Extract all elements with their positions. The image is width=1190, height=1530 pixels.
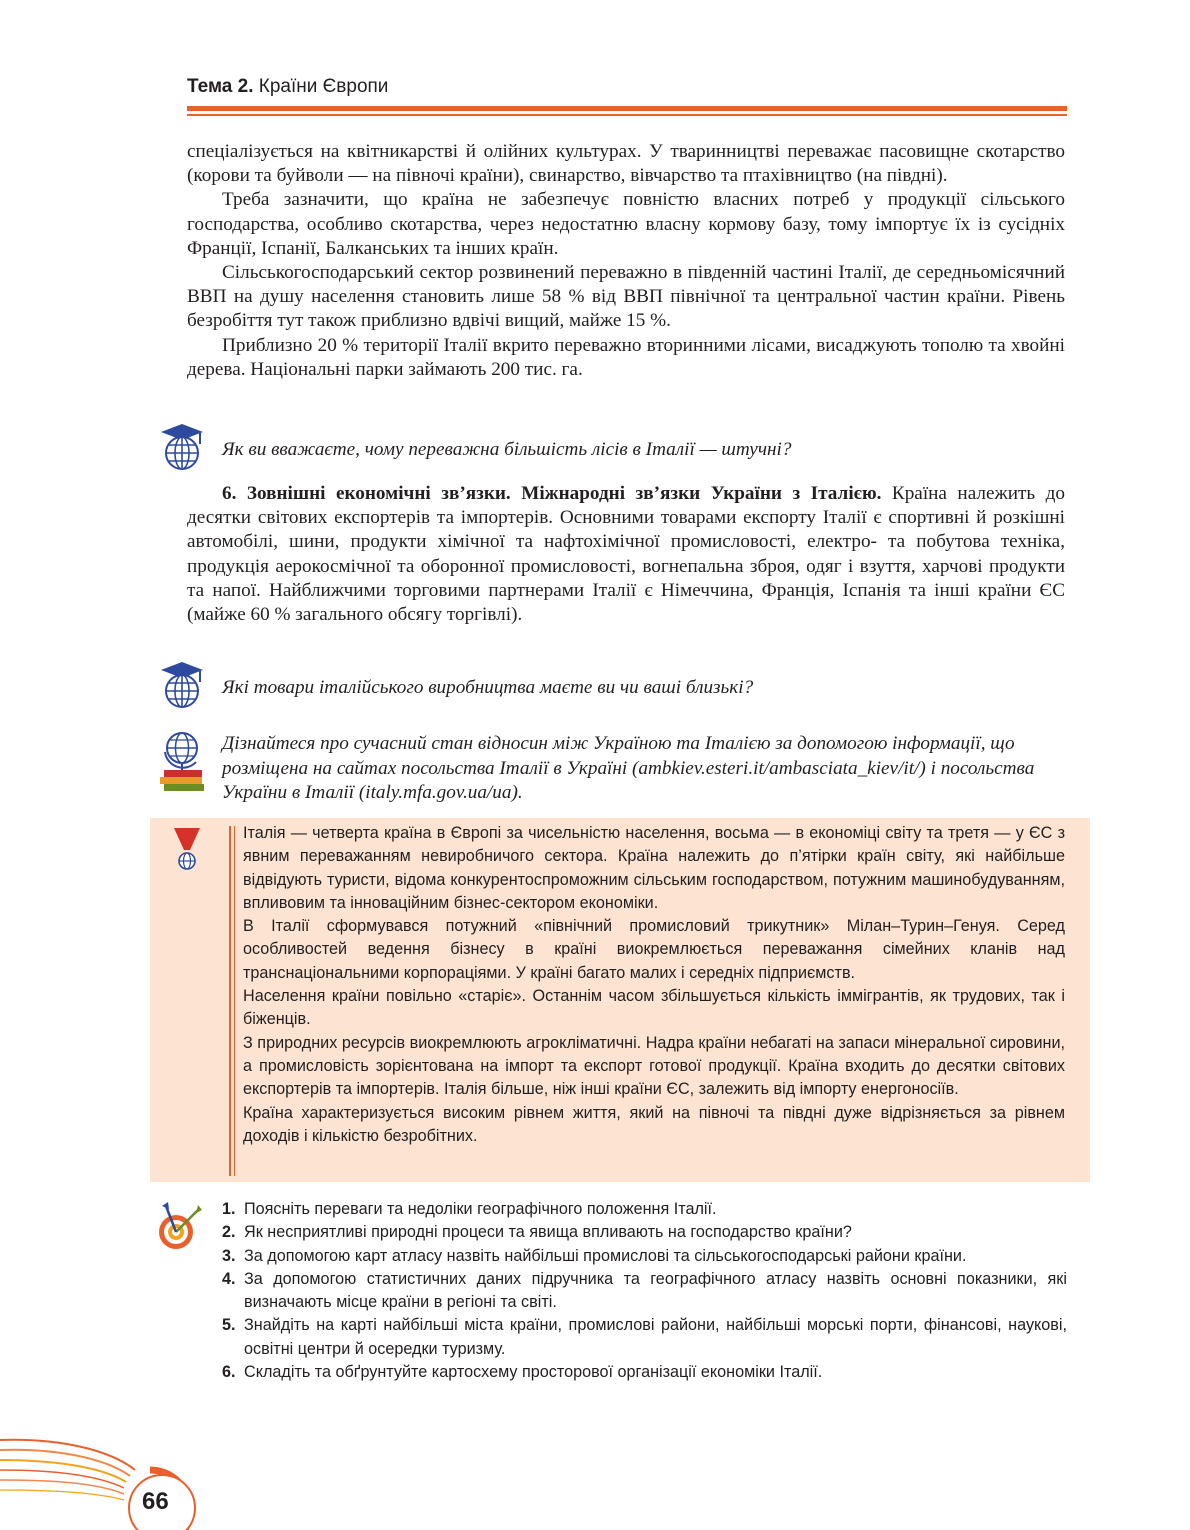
info-paragraph: Населення країни повільно «старіє». Останнім часом збільшується кількість іммігрантів, як трудових, так і біженців. (243, 987, 1065, 1029)
page-number: 66 (142, 1488, 169, 1515)
graduate-globe-icon (158, 660, 206, 710)
task-item (222, 1198, 1067, 1221)
paragraph: Приблизно 20 % території Італії вкрито переважно вторинними лісами, висаджують тополю та хвойні дерева. Національні парки займають 200 тис. га. (187, 334, 1065, 380)
task-number: 5. (222, 1316, 236, 1335)
paragraph: спеціалізується на квітникарстві й олійних культурах. У тваринництві переважає пасовищне скотарство (корови та буйволи — на півночі країни), свинарство, вівчарство та птахівництво (на півдні). (187, 141, 1065, 187)
question-3: Дізнайтеся про сучасний стан відносин між Україною та Італією за допомогою інформації, що розміщена на сайтах посольства Італії в Україні (ambkiev.esteri.it/ambasciata_kiev/it/) і посольства України в Італії (italy.mfa.gov.ua/ua). (222, 733, 1035, 803)
task-item (222, 1268, 1067, 1315)
info-box-text (243, 822, 1065, 1148)
task-number: 3. (222, 1246, 236, 1265)
task-number: 2. (222, 1223, 236, 1242)
info-box-rule (229, 826, 231, 1176)
task-text: Знайдіть на карті найбільші міста країни, промислові райони, найбільші морські порти, фінансові, наукові, освітні центри й осередки туризму. (244, 1316, 1067, 1358)
paragraph: Треба зазначити, що країна не забезпечує повністю власних потреб у продукції сільського господарства, особливо скотарства, через недостатню власну кормову базу, тому імпортує їх із сусідніх Франції, Іспанії, Балканських та інших країн. (187, 189, 1065, 259)
section-6-text: Країна належить до десятки світових експортерів та імпортерів. Основними товарами експорту Італії є спортивні й розкішні автомобілі, шини, продукти хімічної та нафтохімічної промисловості, електро- та побутова техніка, продукція аерокосмічної та оборонної промисловості, вогнепальна зброя, одяг і взуття, харчові продукти та напої. Найближчими торговими партнерами Італії є Німеччина, Франція, Іспанія та інші країни ЄС (майже 60 % загального обсягу торгівлі). (187, 483, 1065, 626)
question-1: Як ви вважаєте, чому переважна більшість лісів в Італії — штучні? (222, 439, 792, 460)
header-rule-thick (187, 106, 1067, 111)
task-text: Як несприятливі природні процеси та явища впливають на господарство країни? (244, 1223, 852, 1242)
graduate-globe-icon (158, 422, 206, 472)
task-item (222, 1245, 1067, 1268)
task-number: 1. (222, 1200, 236, 1218)
task-item (222, 1361, 1067, 1384)
task-item (222, 1314, 1067, 1361)
section-6 (187, 482, 1065, 627)
section-6-heading: 6. Зовнішні економічні зв’язки. Міжнародні зв’язки України з Італією. (222, 483, 882, 504)
topic-title: Країни Європи (253, 76, 389, 97)
page-corner-swoosh (0, 1400, 215, 1530)
header-rule-thin (187, 114, 1067, 116)
task-text: За допомогою карт атласу назвіть найбільші промислові та сільськогосподарські райони країни. (244, 1246, 967, 1265)
info-box-rule (234, 826, 235, 1176)
question-2: Які товари італійського виробництва маєте ви чи ваші близькі? (222, 677, 754, 698)
tasks-list (222, 1198, 1067, 1384)
task-text: Складіть та обґрунтуйте картосхему просторової організації економіки Італії. (244, 1363, 823, 1382)
exclamation-globe-icon (172, 826, 202, 872)
body-text (187, 140, 1065, 382)
info-paragraph: Країна характеризується високим рівнем життя, який на півночі та півдні дуже відрізняється за рівнем доходів і кількістю безробітних. (243, 1103, 1065, 1145)
info-paragraph: З природних ресурсів виокремлюють агрокліматичні. Надра країни небагаті на запаси мінеральної сировини, а промисловість зорієнтована на імпорт та експорт готової продукції. Країна входить до десятки світових експортерів та імпортерів. Італія більше, ніж інші країни ЄС, залежить від імпорту енергоносіїв. (243, 1033, 1065, 1099)
task-text: Поясніть переваги та недоліки географічного положення Італії. (244, 1200, 717, 1218)
task-number: 6. (222, 1363, 236, 1382)
task-item (222, 1221, 1067, 1244)
page-header (187, 76, 1067, 98)
task-text: За допомогою статистичних даних підручника та географічного атласу назвіть основні показники, які визначають місце країни в регіоні та світі. (244, 1269, 1067, 1312)
globe-books-icon (156, 730, 208, 794)
info-paragraph: В Італії сформувався потужний «північний промисловий трикутник» Мілан–Турин–Генуя. Серед особливостей ведення бізнесу в країні виокремлюється переважання сімейних кланів над транснаціональними корпораціями. У країні багато малих і середніх підприємств. (243, 917, 1065, 982)
paragraph: Сільськогосподарський сектор розвинений переважно в південній частині Італії, де середньомісячний ВВП на душу населення становить лише 58 % від ВВП північної та центральної частин країни. Рівень безробіття тут також приблизно вдвічі вищий, майже 15 %. (187, 262, 1065, 332)
topic-label: Тема 2. (187, 76, 254, 97)
target-icon (154, 1202, 204, 1254)
info-paragraph: Італія — четверта країна в Європі за чисельністю населення, восьма — в економіці світу та третя — у ЄС з явним переважанням невиробничого сектора. Країна належить до п’ятірки країн світу, які найбільше відвідують туристи, відома конкурентоспроможним сільським господарством, потужним машинобудуванням, впливовим та інноваційним бізнес-сектором економіки. (243, 824, 1065, 912)
task-number: 4. (222, 1269, 236, 1288)
